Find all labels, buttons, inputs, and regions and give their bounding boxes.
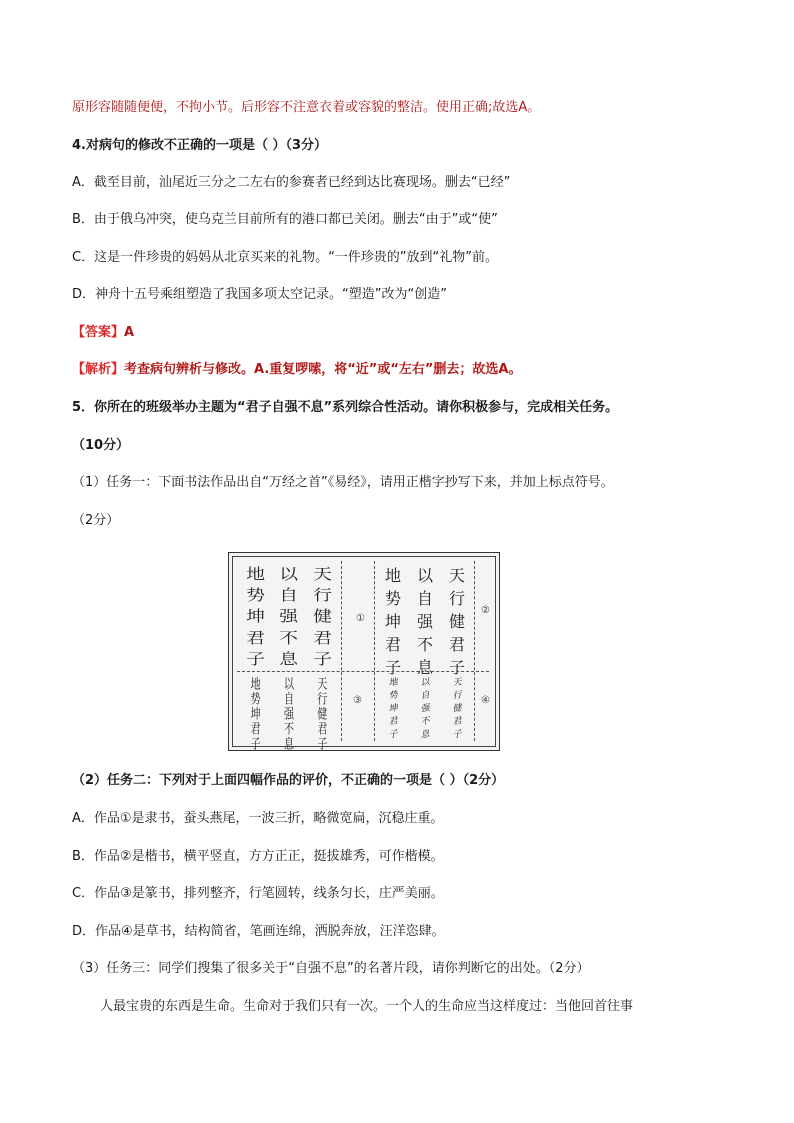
task-3: （3）任务三：同学们搜集了很多关于“自强不息”的名著片段，请你判断它的出处。（2分） [72,961,590,976]
calligraphy-char: 天 [312,565,332,584]
calligraphy-char: 健 [448,612,465,631]
calligraphy-char: 子 [452,729,463,741]
q4-option-a: A．截至目前，汕尾近三分之二左右的参赛者已经到达比赛现场。删去“已经” [72,175,511,190]
calligraphy-char: 坤 [388,703,399,715]
calligraphy-char: 子 [250,737,261,753]
task-1-score: （2分） [72,513,120,528]
calligraphy-char: 息 [283,737,294,753]
calligraphy-char: 息 [416,658,433,677]
label-2: ② [481,605,490,616]
calligraphy-char: 息 [420,729,431,741]
calligraphy-char: 君 [312,628,332,647]
work-4-caoshu [377,675,473,739]
explanation-line [72,361,522,379]
separator-v2 [374,561,375,741]
calligraphy-char: 地 [384,566,401,585]
task-2: （2）任务二：下列对于上面四幅作品的评价，不正确的一项是（ ）（2分） [72,773,505,788]
previous-explanation-line: 原形容随随便便，不拘小节。后形容不注意衣着或容貌的整洁。使用正确;故选A。 [72,100,541,115]
label-3: ③ [353,695,362,706]
task-3-passage: 人最宝贵的东西是生命。生命对于我们只有一次。一个人的生命应当这样度过：当他回首往事 [100,999,634,1014]
calligraphy-char: 势 [384,589,401,608]
calligraphy-char: 健 [312,607,332,626]
t2-option-a: A．作品①是隶书，蚕头燕尾，一波三折，略微宽扁，沉稳庄重。 [72,811,444,826]
t2-option-d: D．作品④是草书，结构简省，笔画连绵，洒脱奔放，汪洋恣肆。 [72,924,445,939]
question-4: 4.对病句的修改不正确的一项是（ ）（3分） [72,138,328,153]
calligraphy-char: 势 [388,690,399,702]
task-1: （1）任务一：下面书法作品出自“万经之首”《易经》，请用正楷字抄写下来，并加上标点符号。 [72,475,614,490]
work-1-lishu [239,563,339,669]
calligraphy-char: 地 [250,677,261,693]
calligraphy-char: 君 [250,722,261,738]
calligraphy-char: 君 [388,716,399,728]
explanation-tag: 【解析】 [72,362,125,377]
calligraphy-char: 子 [312,649,332,668]
q4-option-c: C．这是一件珍贵的妈妈从北京买来的礼物。“一件珍贵的”放到“礼物”前。 [72,250,499,265]
calligraphy-char: 自 [420,690,431,702]
work-2-kaishu [377,563,473,677]
calligraphy-char: 子 [448,658,465,677]
calligraphy-char: 行 [448,589,465,608]
separator-v3 [474,561,475,741]
separator-v1 [341,561,342,741]
calligraphy-char: 君 [384,635,401,654]
calligraphy-char: 不 [420,716,431,728]
calligraphy-char: 不 [283,722,294,738]
calligraphy-char: 以 [416,566,433,585]
calligraphy-char: 天 [452,677,463,689]
calligraphy-char: 健 [452,703,463,715]
calligraphy-char: 以 [283,677,294,693]
answer-value: A [124,325,135,340]
calligraphy-char: 健 [317,707,328,723]
calligraphy-char: 子 [388,729,399,741]
calligraphy-char: 强 [283,707,294,723]
calligraphy-char: 以 [279,565,299,584]
t2-option-c: C．作品③是篆书，排列整齐，行笔圆转，线条匀长，庄严美丽。 [72,886,444,901]
work-4-grid [377,675,473,739]
calligraphy-char: 行 [452,690,463,702]
calligraphy-char: 坤 [384,612,401,631]
calligraphy-char: 自 [279,586,299,605]
calligraphy-char: 君 [317,722,328,738]
question-5-score: （10分） [72,438,130,453]
t2-option-b: B．作品②是楷书，横平竖直，方方正正，挺拔雄秀，可作楷模。 [72,849,444,864]
work-3-zhuanshu [239,675,339,753]
work-3-grid [239,675,339,753]
label-1: ① [356,613,365,624]
question-5: 5．你所在的班级举办主题为“君子自强不息”系列综合性活动。请你积极参与，完成相关任务。 [72,400,619,415]
calligraphy-char: 行 [317,692,328,708]
work-2-grid [377,563,473,677]
calligraphy-char: 息 [279,649,299,668]
calligraphy-char: 坤 [246,607,266,626]
calligraphy-char: 天 [448,566,465,585]
calligraphy-char: 不 [279,628,299,647]
calligraphy-char: 强 [420,703,431,715]
calligraphy-char: 天 [317,677,328,693]
calligraphy-char: 地 [388,677,399,689]
explanation-text: 考查病句辨析与修改。A.重复啰嗦，将“近”或“左右”删去；故选A。 [124,362,522,377]
calligraphy-char: 子 [317,737,328,753]
q4-option-b: B．由于俄乌冲突，使乌克兰目前所有的港口都已关闭。删去“由于”或“使” [72,212,498,227]
calligraphy-char: 强 [416,612,433,631]
calligraphy-char: 自 [416,589,433,608]
answer-tag: 【答案】 [72,325,125,340]
calligraphy-char: 以 [420,677,431,689]
calligraphy-char: 坤 [250,707,261,723]
calligraphy-char: 君 [448,635,465,654]
answer-line [72,324,134,342]
calligraphy-char: 势 [246,586,266,605]
calligraphy-char: 不 [416,635,433,654]
calligraphy-figure [228,552,500,751]
calligraphy-char: 自 [283,692,294,708]
calligraphy-char: 势 [250,692,261,708]
calligraphy-char: 子 [246,649,266,668]
label-4: ④ [481,695,490,706]
calligraphy-char: 地 [246,565,266,584]
q4-option-d: D．神舟十五号乘组塑造了我国多项太空记录。“塑造”改为“创造” [72,287,447,302]
work-1-grid [239,563,339,669]
calligraphy-char: 君 [452,716,463,728]
calligraphy-char: 君 [246,628,266,647]
calligraphy-char: 强 [279,607,299,626]
calligraphy-char: 子 [384,658,401,677]
calligraphy-char: 行 [312,586,332,605]
